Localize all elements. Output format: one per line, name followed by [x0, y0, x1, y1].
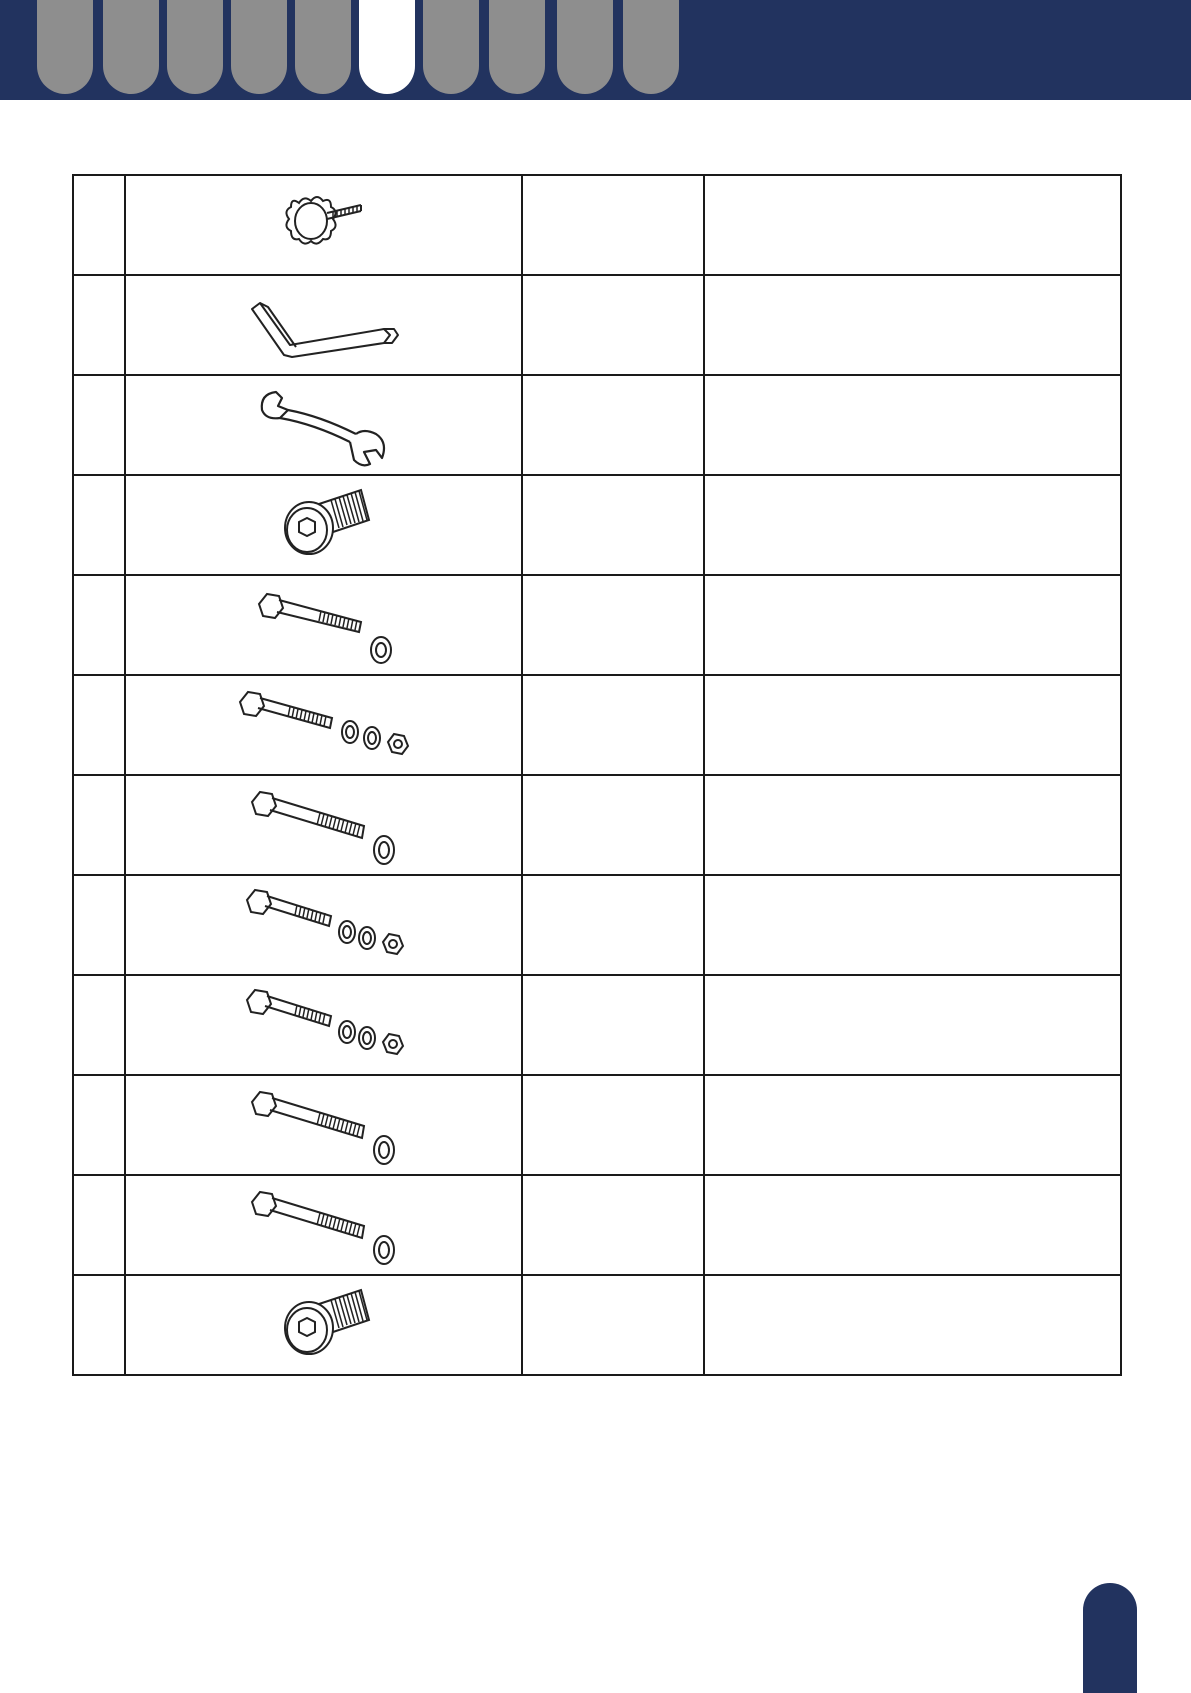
quantity-cell — [522, 675, 704, 775]
part-image-cell — [125, 675, 522, 775]
part-image-cell — [125, 275, 522, 375]
table-row — [73, 775, 1121, 875]
part-number-cell — [73, 275, 125, 375]
description-cell — [704, 375, 1121, 475]
hex-bolt-washers-nut-icon — [239, 980, 409, 1070]
table-row — [73, 275, 1121, 375]
quantity-cell — [522, 175, 704, 275]
hex-bolt-washer-icon — [244, 1080, 404, 1170]
socket-cap-screw-icon — [269, 480, 379, 570]
quantity-cell — [522, 775, 704, 875]
part-image-cell — [125, 975, 522, 1075]
part-image-cell — [125, 775, 522, 875]
description-cell — [704, 775, 1121, 875]
part-number-cell — [73, 975, 125, 1075]
part-number-cell — [73, 575, 125, 675]
part-number-cell — [73, 1075, 125, 1175]
part-image-cell — [125, 575, 522, 675]
part-image-cell — [125, 1075, 522, 1175]
description-cell — [704, 975, 1121, 1075]
quantity-cell — [522, 575, 704, 675]
table-row — [73, 875, 1121, 975]
quantity-cell — [522, 1075, 704, 1175]
part-number-cell — [73, 775, 125, 875]
description-cell — [704, 175, 1121, 275]
part-number-cell — [73, 1175, 125, 1275]
section-tab-10[interactable] — [623, 0, 679, 94]
quantity-cell — [522, 475, 704, 575]
quantity-cell — [522, 1175, 704, 1275]
star-knob-screw-icon — [269, 185, 379, 265]
table-row — [73, 1275, 1121, 1375]
hex-bolt-washers-nut-icon — [239, 880, 409, 970]
open-end-wrench-icon — [254, 380, 394, 470]
table-row — [73, 175, 1121, 275]
table-row — [73, 475, 1121, 575]
parts-table — [72, 174, 1122, 1376]
table-row — [73, 375, 1121, 475]
section-tab-3[interactable] — [167, 0, 223, 94]
hex-bolt-washer-icon — [249, 580, 399, 670]
description-cell — [704, 675, 1121, 775]
hex-allen-key-icon — [244, 285, 404, 365]
section-tab-4[interactable] — [231, 0, 287, 94]
description-cell — [704, 1275, 1121, 1375]
table-row — [73, 975, 1121, 1075]
header-bar — [0, 0, 1191, 100]
part-number-cell — [73, 475, 125, 575]
part-image-cell — [125, 875, 522, 975]
socket-cap-screw-icon — [269, 1280, 379, 1370]
description-cell — [704, 275, 1121, 375]
hex-bolt-washer-icon — [244, 780, 404, 870]
part-image-cell — [125, 175, 522, 275]
quantity-cell — [522, 975, 704, 1075]
section-tab-6-active[interactable] — [359, 0, 415, 94]
table-row — [73, 1175, 1121, 1275]
table-row — [73, 575, 1121, 675]
description-cell — [704, 475, 1121, 575]
section-tab-5[interactable] — [295, 0, 351, 94]
description-cell — [704, 575, 1121, 675]
hex-bolt-washers-nut-icon — [234, 680, 414, 770]
section-tab-2[interactable] — [103, 0, 159, 94]
description-cell — [704, 1175, 1121, 1275]
table-row — [73, 675, 1121, 775]
part-image-cell — [125, 375, 522, 475]
part-image-cell — [125, 475, 522, 575]
quantity-cell — [522, 875, 704, 975]
section-tab-8[interactable] — [489, 0, 545, 94]
page-number-tab — [1083, 1583, 1137, 1693]
part-number-cell — [73, 175, 125, 275]
part-image-cell — [125, 1275, 522, 1375]
description-cell — [704, 1075, 1121, 1175]
section-tab-7[interactable] — [423, 0, 479, 94]
part-number-cell — [73, 375, 125, 475]
quantity-cell — [522, 275, 704, 375]
part-number-cell — [73, 1275, 125, 1375]
part-image-cell — [125, 1175, 522, 1275]
part-number-cell — [73, 675, 125, 775]
description-cell — [704, 875, 1121, 975]
quantity-cell — [522, 1275, 704, 1375]
table-row — [73, 1075, 1121, 1175]
part-number-cell — [73, 875, 125, 975]
hex-bolt-washer-icon — [244, 1180, 404, 1270]
section-tab-9[interactable] — [557, 0, 613, 94]
quantity-cell — [522, 375, 704, 475]
section-tab-1[interactable] — [37, 0, 93, 94]
